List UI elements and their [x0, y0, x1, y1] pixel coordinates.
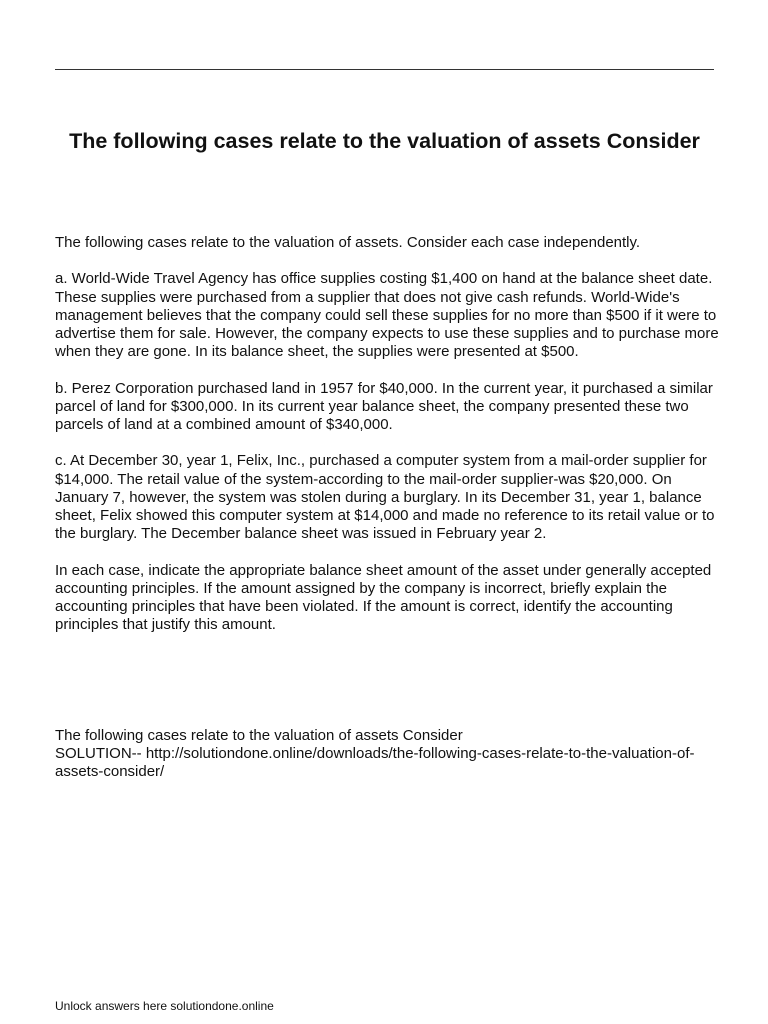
header-rule: [55, 69, 714, 70]
footer-text[interactable]: Unlock answers here solutiondone.online: [55, 999, 274, 1013]
instructions-paragraph: In each case, indicate the appropriate balance sheet amount of the asset under generally accepted accounting principles. If the amount assigned by the company is incorrect, briefly explain the accounting principles that have been violated. If the amount is correct, identify the accounting principles that justify this amount.: [55, 561, 712, 634]
solution-block: [55, 727, 720, 782]
case-a-paragraph: a. World-Wide Travel Agency has office supplies costing $1,400 on hand at the balance sheet date. These supplies were purchased from a supplier that does not give cash refunds. World-Wide's management believes that the company could sell these supplies for no more than $500 if it were to advertise them for sale. However, the company expects to use these supplies and to purchase more when they are gone. In its balance sheet, the supplies were presented at $500.: [55, 270, 719, 361]
solution-title: The following cases relate to the valuation of assets Consider: [55, 727, 463, 744]
solution-link[interactable]: SOLUTION-- http://solutiondone.online/downloads/the-following-cases-relate-to-the-valuation-of-assets-consider/: [55, 745, 695, 781]
case-b-paragraph: b. Perez Corporation purchased land in 1957 for $40,000. In the current year, it purchased a similar parcel of land for $300,000. In its current year balance sheet, the company presented these two parcels of land at a combined amount of $340,000.: [55, 379, 713, 433]
document-body: [55, 234, 720, 653]
case-c-paragraph: c. At December 30, year 1, Felix, Inc., purchased a computer system from a mail-order supplier for $14,000. The retail value of the system-according to the mail-order supplier-was $20,000. On January 7, however, the system was stolen during a burglary. In its December 31, year 1, balance sheet, Felix showed this computer system at $14,000 and made no reference to its retail value or to the burglary. The December balance sheet was issued in February year 2.: [55, 452, 715, 543]
intro-paragraph: The following cases relate to the valuation of assets. Consider each case independently.: [55, 234, 641, 251]
page-title: The following cases relate to the valuation of assets Consider: [69, 129, 700, 153]
